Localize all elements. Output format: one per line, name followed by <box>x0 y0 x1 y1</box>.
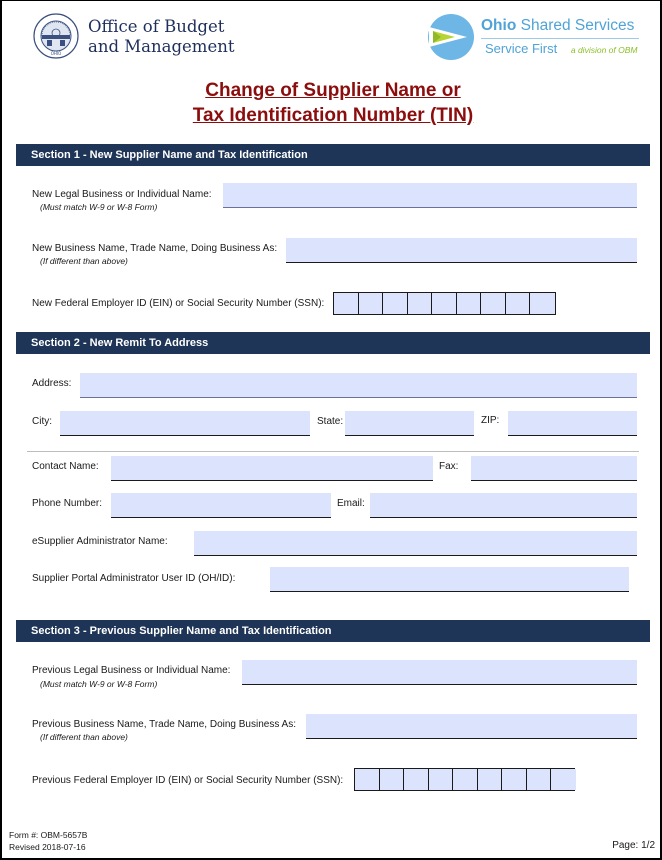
form-number: Form #: OBM-5657B <box>9 830 88 840</box>
previous-legal-name-note: (Must match W-9 or W-8 Form) <box>40 679 158 689</box>
zip-label: ZIP: <box>481 415 500 426</box>
portal-admin-label: Supplier Portal Administrator User ID (OH/ID): <box>32 573 236 584</box>
svg-text:OHIO: OHIO <box>50 51 62 56</box>
phone-label: Phone Number: <box>32 498 103 509</box>
fax-label: Fax: <box>439 461 459 472</box>
ohio-shared-services-arrow-icon <box>427 13 475 61</box>
email-label: Email: <box>337 498 365 509</box>
agency-name <box>88 17 234 57</box>
new-tin-digit-6[interactable] <box>457 293 482 314</box>
fax-input[interactable] <box>471 456 637 481</box>
agency-name-line1: Office of Budget <box>88 17 225 36</box>
previous-tin-digit-2[interactable] <box>380 769 405 790</box>
previous-tin-digit-1[interactable] <box>355 769 380 790</box>
previous-legal-name-input[interactable] <box>242 660 637 685</box>
partner-name-bold: Ohio <box>481 17 517 34</box>
partner-tagline-row <box>485 41 637 56</box>
new-tin-digit-4[interactable] <box>408 293 433 314</box>
new-tin-digit-1[interactable] <box>334 293 359 314</box>
address-label: Address: <box>32 378 72 389</box>
new-legal-name-input[interactable] <box>223 183 637 208</box>
previous-tin-digit-boxes <box>354 768 575 791</box>
previous-tin-digit-3[interactable] <box>404 769 429 790</box>
form-title-line2: Tax Identification Number (TIN) <box>192 105 474 126</box>
phone-input[interactable] <box>111 493 331 518</box>
partner-division: a division of OBM <box>570 45 638 55</box>
esupplier-admin-input[interactable] <box>194 531 637 556</box>
previous-dba-input[interactable] <box>306 714 637 739</box>
state-label: State: <box>317 416 344 427</box>
new-legal-name-label: New Legal Business or Individual Name: <box>32 189 212 200</box>
previous-dba-note: (If different than above) <box>40 732 128 742</box>
new-tin-digit-7[interactable] <box>481 293 506 314</box>
page-number: Page: 1/2 <box>612 840 655 851</box>
section-2-heading: Section 2 - New Remit To Address <box>16 332 650 354</box>
city-input[interactable] <box>60 411 310 436</box>
previous-tin-digit-5[interactable] <box>453 769 478 790</box>
previous-tin-digit-8[interactable] <box>527 769 552 790</box>
portal-admin-input[interactable] <box>270 567 629 592</box>
new-tin-digit-8[interactable] <box>506 293 531 314</box>
form-title-line1: Change of Supplier Name or <box>205 80 461 101</box>
new-dba-note: (If different than above) <box>40 256 128 266</box>
previous-legal-name-label: Previous Legal Business or Individual Name: <box>32 665 231 676</box>
new-tin-label: New Federal Employer ID (EIN) or Social Security Number (SSN): <box>32 298 325 309</box>
partner-logo-rule <box>481 38 639 39</box>
esupplier-admin-label: eSupplier Administrator Name: <box>32 536 168 547</box>
new-tin-digit-2[interactable] <box>359 293 384 314</box>
previous-dba-label: Previous Business Name, Trade Name, Doing Business As: <box>32 719 297 730</box>
new-tin-digit-boxes <box>333 292 556 315</box>
zip-input[interactable] <box>508 411 637 436</box>
new-tin-digit-9[interactable] <box>530 293 555 314</box>
partner-tagline: Service First <box>485 41 558 56</box>
agency-name-line2: and Management <box>88 37 235 56</box>
previous-tin-digit-9[interactable] <box>551 769 576 790</box>
new-tin-digit-3[interactable] <box>383 293 408 314</box>
previous-tin-digit-4[interactable] <box>429 769 454 790</box>
state-input[interactable] <box>345 411 474 436</box>
previous-tin-label: Previous Federal Employer ID (EIN) or Social Security Number (SSN): <box>32 775 344 786</box>
ohio-state-seal-icon <box>33 13 79 59</box>
section-1-heading: Section 1 - New Supplier Name and Tax Identification <box>16 144 650 166</box>
city-label: City: <box>32 416 52 427</box>
new-legal-name-note: (Must match W-9 or W-8 Form) <box>40 202 158 212</box>
previous-tin-digit-6[interactable] <box>478 769 503 790</box>
partner-name <box>481 17 634 35</box>
address-input[interactable] <box>80 373 637 398</box>
contact-name-input[interactable] <box>111 456 433 481</box>
new-dba-input[interactable] <box>286 238 637 263</box>
previous-tin-digit-7[interactable] <box>502 769 527 790</box>
new-dba-label: New Business Name, Trade Name, Doing Business As: <box>32 243 278 254</box>
contact-name-label: Contact Name: <box>32 461 99 472</box>
partner-name-rest: Shared Services <box>520 17 635 34</box>
revised-date: Revised 2018-07-16 <box>9 842 86 852</box>
contact-divider <box>27 451 639 452</box>
new-tin-digit-5[interactable] <box>432 293 457 314</box>
section-3-heading: Section 3 - Previous Supplier Name and Tax Identification <box>16 620 650 642</box>
email-input[interactable] <box>370 493 637 518</box>
